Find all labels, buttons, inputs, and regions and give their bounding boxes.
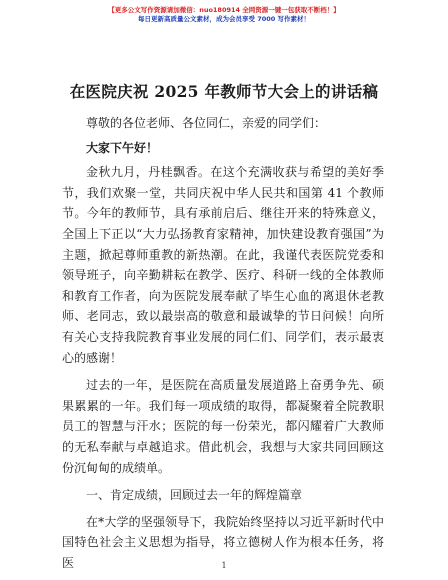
greeting: 大家下午好！: [86, 140, 159, 155]
page-number: 1: [221, 561, 227, 570]
paragraph-section-one: 在*大学的坚强领导下，我院始终坚持以习近平新时代中国特色社会主义思想为指导，将立德树人作为根本任务，将医: [62, 514, 384, 570]
document-title: 在医院庆祝 2025 年教师节大会上的讲话稿: [69, 82, 379, 101]
document-body: [62, 113, 384, 573]
promo-banner-line2: 每日更新高质量公文素材，成为会员享受 7000 写作素材！: [137, 15, 311, 23]
salutation: 尊敬的各位老师、各位同仁，亲爱的同学们：: [86, 116, 327, 130]
section-heading: 一、肯定成绩，回顾过去一年的辉煌篇章: [86, 488, 303, 503]
paragraph-review: 过去的一年，是医院在高质量发展道路上奋勇争先、硕果累累的一年。我们每一项成绩的取得，都凝聚着全院教职员工的智慧与汗水；医院的每一份荣光，都闪耀着广大教师的无私奉献与卓越追求。借此机会，我想与大家共同回顾这份沉甸甸的成绩单。: [62, 378, 384, 475]
paragraph-opening: 金秋九月，丹桂飘香。在这个充满收获与希望的美好季节，我们欢聚一堂，共同庆祝中华人民共和国第 41 个教师节。今年的教师节，具有承前启后、继往开来的特殊意义，全国上下正以“大力弘扬教育家精神，加快建设教育强国”为主题，掀起尊师重教的新热潮。在此，我谨代表医院党委和领导班子，向辛勤耕耘在教学、医疗、科研一线的全体教师和教育工作者，向为医院发展奉献了毕生心血的离退休老教师、老同志，致以最崇高的敬意和最诚挚的节日问候！向所有关心支持我院教育事业发展的同仁们、同学们，表示最衷心的感谢！: [62, 165, 384, 365]
promo-banner: [0, 6, 448, 24]
promo-banner-line1: 【更多公文写作资源请加微信：nuo180914 全网资源一键一包获取不断档！】: [108, 6, 340, 14]
